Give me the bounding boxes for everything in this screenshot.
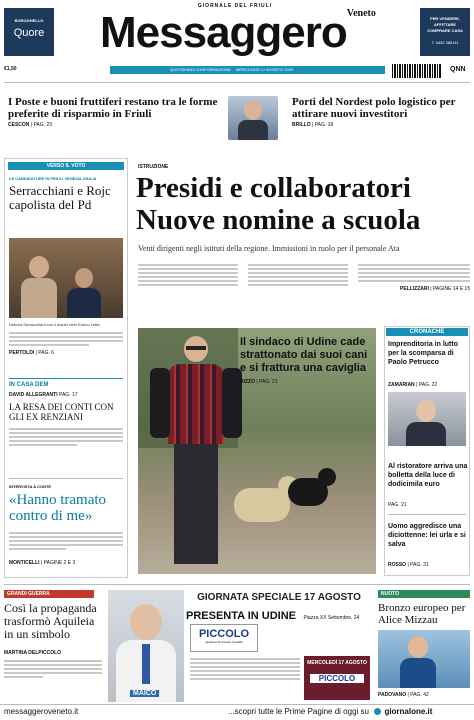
footer-promo-text: ...scopri tutte le Prime Pagine di oggi su [228,707,369,716]
ad-brand-box [190,624,258,652]
masthead-title-text: Messaggero [100,8,347,57]
intervista-byline-page: PAGINE 2 E 3 [43,560,76,566]
masthead-right-box [420,8,470,56]
casa-author: DAVID ALLEGRANTI [9,392,58,398]
ad-subtitle: PRESENTA IN UDINE [186,610,297,622]
photo-byline: RIZZO [240,379,255,385]
price: €1,50 [4,66,17,72]
ad-subtitle-line [186,606,372,624]
right-item-1-byline: ZAMARIAN | PAG. 22 [388,382,438,388]
ad-brand-sub: Apparecchi Acustici Invisibili [205,640,243,644]
left-section-label: VERSO IL VOTO [8,162,124,170]
footer-brand: giornalone.it [384,707,433,716]
top-story-2-title: Porti del Nordest polo logistico per attirare nuovi investitori [292,96,456,120]
bottom-right-author: PADOVANO [378,692,407,698]
casa-author-line [9,392,78,398]
masthead-left-box [4,8,54,56]
ad-place: Piazza XX Settembre, 24 [303,615,360,621]
intervista-label: INTERVISTA A CONTE [9,484,52,489]
right-item-1[interactable]: Imprenditoria in lutto per la scomparsa di Paolo Petrucco [388,341,458,366]
right-item-1-page: PAG. 22 [418,382,438,388]
footer-promo[interactable] [228,707,432,716]
right-section-label: CRONACHE [386,328,468,336]
bottom-right-photo [378,630,470,688]
info-strip [110,66,385,74]
ad-photo [108,590,184,702]
main-headline-1[interactable]: Presidi e collaboratori [136,172,411,204]
masthead-left-top: BOROGHELLO [14,18,44,23]
masthead-title [100,8,376,58]
casa-headline[interactable]: LA RESA DEI CONTI CON GLI EX RENZIANI [9,402,114,422]
top-story-1-author: CESCON [8,122,30,128]
left-byline-name: PERTOLDI [9,350,35,356]
right-item-2[interactable]: Al ristoratore arriva una bolletta della luce di dodicimila euro [388,463,468,488]
masthead-left-bottom: Quore [13,27,45,39]
barcode [392,64,442,78]
masthead-right-top: PER VENDERE, AFFITTARE COMPRARE CASA [427,16,463,33]
main-byline-name: PELLIZZARI [400,286,429,292]
top-story-2-page: PAG. 18 [314,122,334,128]
qnn-logo: QNN [450,66,466,73]
ad-logo: MAICO [130,690,159,697]
right-photo [388,392,466,446]
right-item-3-byline: ROSSO | PAG. 31 [388,562,429,568]
right-item-3-author: ROSSO [388,562,407,568]
bottom-right-byline: PADOVANO | PAG. 42 [378,692,429,698]
casa-page: PAG. 17 [59,392,78,398]
ad-date-brand: PICCOLO [310,674,364,683]
top-story-2[interactable]: Porti del Nordest polo logistico per attirare nuovi investitori BRILLO | PAG. 18 [292,96,470,128]
bottom-left-label: GRANDI GUERRA [4,590,94,598]
right-item-3[interactable]: Uomo aggredisce una diciottenne: lei urla e si salva [388,523,466,548]
main-byline-page: PAGINE 14 E 15 [432,286,471,292]
right-item-2-page: PAG. 21 [388,502,407,508]
left-byline: PERTOLDI | PAG. 6 [9,350,55,356]
bottom-left-headline[interactable]: Così la propaganda trasformò Aquileia in un simbolo [4,601,97,641]
intervista-headline[interactable]: «Hanno tramato contro di me» [9,492,107,524]
bottom-right-page: PAG. 42 [410,692,429,698]
footer-site[interactable]: messaggeroveneto.it [4,707,79,716]
left-headline[interactable]: Serracchiani e Rojc capolista del Pd [9,183,111,212]
top-story-2-author: BRILLO [292,122,311,128]
casa-label: IN CASA DEM [9,382,49,388]
photo-headline: Il sindaco di Udine cade strattonato dai suoi cani e si frattura una caviglia [240,336,368,374]
left-caption: Debora Serracchiani con il leader dem Enrico Letta [9,322,100,327]
masthead-title-suffix: Veneto [346,8,376,19]
main-kicker: ISTRUZIONE [138,164,169,170]
masthead-right-phone: T. 0432 286111 [431,40,459,45]
top-story-photo [228,96,278,140]
strip-label: QUOTIDIANO D'INFORMAZIONE [170,67,231,72]
main-subhead: Venti dirigenti negli istituti della regione. Immissioni in ruolo per il personale Ata [138,244,400,253]
ad-title[interactable]: GIORNATA SPECIALE 17 AGOSTO [197,592,361,603]
bottom-right-headline[interactable]: Bronzo europeo per Alice Mizzau [378,602,466,626]
ad-date-box [304,656,370,700]
photo-headline-box[interactable]: Il sindaco di Udine cade strattonato dai suoi cani e si frattura una caviglia RIZZO | PAG. 21 [240,336,376,385]
right-item-3-page: PAG. 31 [410,562,429,568]
strip-date: MERCOLEDÌ 17 AGOSTO 2022 [235,67,294,72]
ad-brand: PICCOLO [198,628,250,640]
top-story-1-title: I Poste e buoni fruttiferi restano tra le forme preferite di risparmio in Friuli [8,96,218,120]
bottom-right-label: NUOTO [378,590,470,598]
bottom-left-author: MARTINA DELPICCOLO [4,650,62,656]
photo-page: PAG. 21 [259,379,278,385]
ad-date: MERCOLEDÌ 17 AGOSTO [307,660,367,666]
right-item-1-author: ZAMARIAN [388,382,415,388]
main-headline-2[interactable]: Nuove nomine a scuola [136,204,421,236]
left-byline-page: PAG. 6 [38,350,55,356]
footer-brand-icon [374,708,381,715]
top-story-1[interactable]: I Poste e buoni fruttiferi restano tra le forme preferite di risparmio in Friuli CESCON | PAG. 23 [8,96,218,128]
top-story-1-page: PAG. 23 [33,122,53,128]
masthead-giornale: GIORNALE DEL FRIULI [197,3,273,9]
left-kicker: LE CANDIDATURE IN FRIULI VENEZIA GIULIA [9,176,97,181]
intervista-byline: MONTICELLI | PAGINE 2 E 3 [9,560,76,566]
intervista-byline-name: MONTICELLI [9,560,40,566]
left-photo [9,238,123,318]
main-byline: PELLIZZARI | PAGINE 14 E 15 [400,286,471,292]
